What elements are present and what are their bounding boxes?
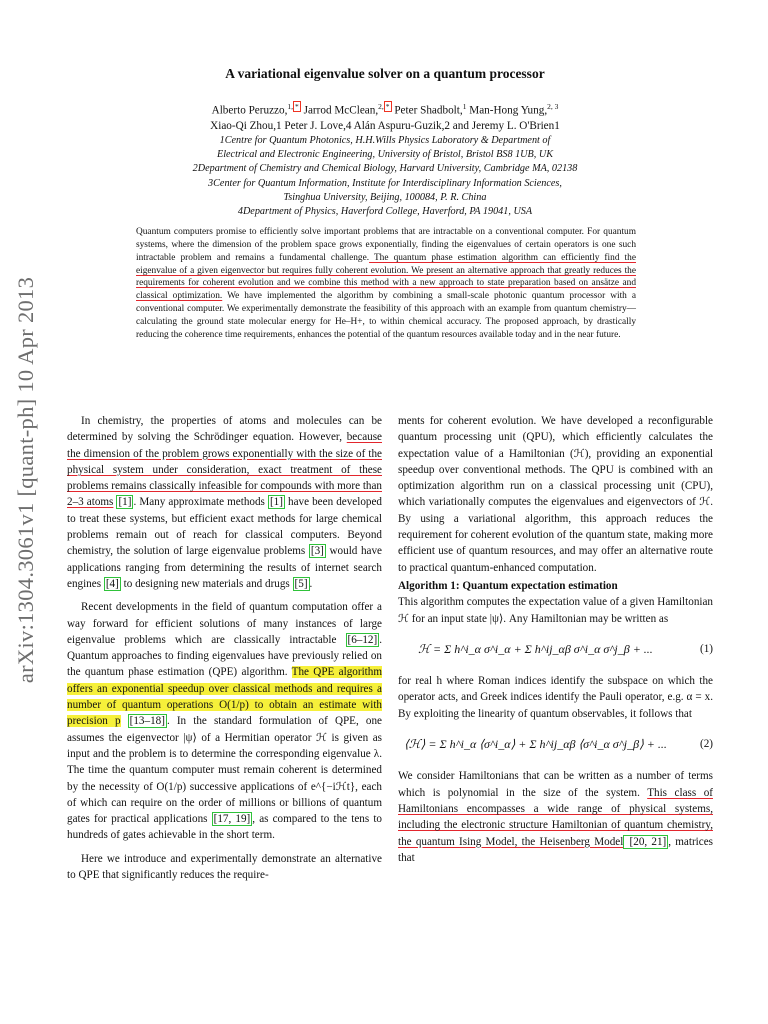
affiliation-line: 4Department of Physics, Haverford College, Haverford, PA 19041, USA: [237, 206, 533, 218]
author-line-2: Xiao-Qi Zhou,1 Peter J. Love,4 Alán Aspuru-Guzik,2 and Jeremy L. O'Brien1: [210, 119, 560, 132]
annotated-highlight: The QPE algorithm offers an exponential speedup over classical methods and requires a number of quantum operations O(1/p) to obtain an estimate with precision p: [67, 666, 382, 728]
paragraph: Here we introduce and experimentally demonstrate an alternative to QPE that significantly reduces the require-: [67, 852, 382, 882]
paragraph: Recent developments in the field of quantum computation offer a way forward for efficient solutions of many instances of large eigenvalue problems which are classically intractable [6–12] . Quantum approaches to finding eigenvalues have previously relied on the quantum phase estimation (QPE) algorithm. The QPE algorithm offers an exponential speedup over classical methods and requires a number of quantum operations O(1/p) to obtain an estimate with precision p [13–18] . In the standard formulation of QPE, one assumes the eigenvector |ψ⟩ of a Hermitian operator ℋ is given as input and the problem is to determine the corresponding eigenvalue λ. The time the quantum computer must remain coherent is determined by the necessity of O(1/p) successive applications of e^{−iℋt}, each of which can require on the order of millions or billions of quantum gates for practical applications [17, 19] , as compared to the tens to hundreds of gates achievable in the short term.: [67, 601, 382, 842]
affiliations: [110, 134, 660, 219]
equation-1: [398, 641, 713, 657]
affiliation-line: Electrical and Electronic Engineering, University of Bristol, Bristol BS8 1UB, UK: [216, 149, 554, 161]
affiliation-line: 3Center for Quantum Information, Institute for Interdisciplinary Information Sciences,: [208, 177, 562, 189]
citation-link[interactable]: [6–12]: [347, 633, 378, 646]
affiliation-line: 2Department of Chemistry and Chemical Biology, Harvard University, Cambridge MA, 02138: [192, 163, 578, 175]
paragraph: ments for coherent evolution. We have developed a reconfigurable quantum processing unit (QPU), which efficiently calculates the expectation value of a Hamiltonian (ℋ), providing an exponential speedup over conventional methods. The QPU is combined with an optimization algorithm run on a classical processing unit (CPU), which variationally computes the eigenvalues and eigenvectors of ℋ. By using a variational algorithm, this approach reduces the requirement for coherent evolution of the quantum state, making more efficient use of quantum resources, and may offer an alternative route to practical quantum-enhanced computation.: [398, 415, 713, 574]
citation-link[interactable]: [13–18]: [129, 715, 165, 728]
equation-number: (1): [700, 642, 713, 655]
affiliation-line: Tsinghua University, Beijing, 100084, P. R. China: [283, 191, 487, 203]
paragraph: In chemistry, the properties of atoms and molecules can be determined by solving the Schrödinger equation. However, because the dimension of the problem grows exponentially with the size of the physical system under consideration, exact treatment of these problems remains classically infeasible for compounds with more than 2–3 atoms [1] . Many approximate methods [1] have been developed to treat these systems, but efficient exact methods for large chemical problems remain out of reach for classical computers. Beyond chemistry, the solution of large eigenvalue problems [3] would have applications ranging from determining the results of internet search engines [4] to designing new materials and drugs [5] .: [67, 415, 383, 590]
citation-link[interactable]: [4]: [105, 577, 119, 590]
author-name: Peter Shadbolt,: [394, 104, 463, 117]
algorithm-heading: Algorithm 1: Quantum expectation estimation: [398, 579, 618, 592]
author-name: Man-Hong Yung,: [469, 104, 548, 117]
affiliation-line: 1Centre for Quantum Photonics, H.H.Wills Physics Laboratory & Department of: [219, 135, 551, 146]
citation-link[interactable]: [1]: [269, 496, 283, 509]
author-line-1: Alberto Peruzzo,$^{1,}$ * Jarrod McClean,$^{2,}$ * Peter Shadbolt,$^1$ Man-Hong Yung,$^{2, 3}$: [211, 102, 559, 117]
equation-number: (2): [700, 738, 713, 751]
left-column: [67, 413, 382, 883]
equation-body: ℋ = Σ h^i_α σ^i_α + Σ h^ij_αβ σ^i_α σ^j_β + ...: [418, 641, 653, 656]
annotated-underline: because the dimension of the problem grows exponentially with the size of the physical system under consideration, exact treatment of these problems remains classically infeasible for compounds with more than 2–3 atoms: [67, 431, 382, 509]
author-name: Alberto Peruzzo,: [211, 104, 288, 117]
annotated-underline: This class of Hamiltonians encompasses a wide range of physical systems, including the electronic structure Hamiltonian of quantum chemistry, the quantum Ising Model, the Heisenberg Model: [398, 786, 713, 848]
citation-link[interactable]: [5]: [294, 577, 308, 590]
citation-link[interactable]: [20, 21]: [625, 835, 667, 848]
citation-link[interactable]: [3]: [310, 545, 324, 558]
author-list: [110, 99, 660, 134]
abstract: Quantum computers promise to efficiently solve important problems that are intractable on a conventional computer. For quantum systems, where the dimension of the problem space grows exponentially, finding the eigenvalues of certain operators is one such intractable problem and remains a fundamental challenge. The quantum phase estimation algorithm can efficiently find the eigenvalue of a given eigenvector but requires fully coherent evolution. We present an alternative approach that greatly reduces the requirements for coherent evolution and we combine this method with a new approach to state preparation based on ansätze and classical optimization. We have implemented the algorithm by combining a small-scale photonic quantum processor with a conventional computer. We experimentally demonstrate the feasibility of this approach with an example from quantum chemistry—calculating the ground state molecular energy for He–H+, to within chemical accuracy. The proposed approach, by drastically reducing the coherence time requirements, enhances the potential of the quantum resources available today and in the near future.: [136, 227, 636, 340]
right-column: [398, 413, 713, 866]
citation-link[interactable]: [1]: [118, 496, 132, 509]
annotated-underline: The quantum phase estimation algorithm can efficiently find the eigenvalue of a given eigenvector but requires fully coherent evolution. We present an alternative approach that greatly reduces the requirements for coherent evolution and we combine this method with a new approach to state preparation based on ansätze and classical optimization.: [136, 252, 636, 302]
equation-body: ⟨ℋ⟩ = Σ h^i_α ⟨σ^i_α⟩ + Σ h^ij_αβ ⟨σ^i_α σ^j_β⟩ + ...: [404, 737, 667, 752]
footnote-link[interactable]: *: [385, 102, 390, 111]
arxiv-stamp: arXiv:1304.3061v1 [quant-ph] 10 Apr 2013: [13, 276, 39, 684]
paragraph: We consider Hamiltonians that can be written as a number of terms which is polynomial in the size of the system. This class of Hamiltonians encompasses a wide range of physical systems, including the electronic structure Hamiltonian of quantum chemistry, the quantum Ising Model, the Heisenberg Model [20, 21] , matrices that: [398, 770, 713, 864]
paragraph: This algorithm computes the expectation value of a given Hamiltonian ℋ for an input state |ψ⟩. Any Hamiltonian may be written as: [398, 596, 713, 625]
author-name: Jarrod McClean,: [303, 104, 379, 117]
paragraph: for real h where Roman indices identify the subspace on which the operator acts, and Greek indices identify the Pauli operator, e.g. α = x. By exploiting the linearity of quantum observables, it follows that: [398, 675, 713, 720]
paper-title: A variational eigenvalue solver on a quantum processor: [225, 66, 545, 81]
citation-link[interactable]: [17, 19]: [213, 813, 251, 826]
footnote-link[interactable]: *: [295, 102, 299, 111]
equation-2: [398, 736, 713, 752]
